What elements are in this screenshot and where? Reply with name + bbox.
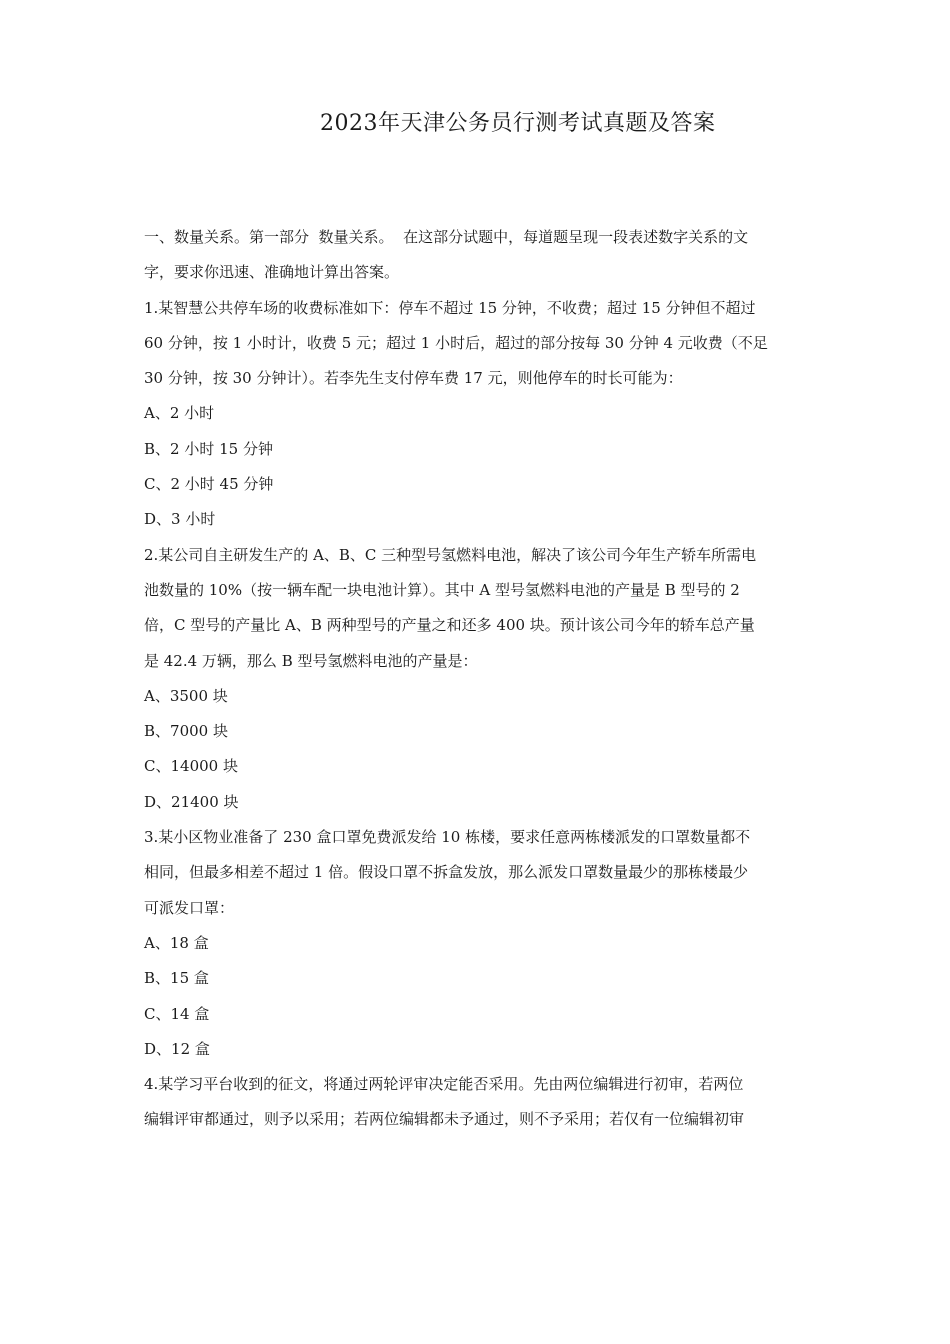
question-1-option-d: D、3 小时 bbox=[144, 510, 216, 529]
question-3-option-a: A、18 盒 bbox=[144, 933, 209, 952]
question-1-option-a: A、2 小时 bbox=[144, 404, 215, 423]
text-line: 一、数量关系。第一部分 数量关系。 在这部分试题中，每道题呈现一段表述数字关系的文 bbox=[144, 228, 749, 246]
question-1-line: 30 分钟，按 30 分钟计）。若李先生支付停车费 17 元，则他停车的时长可能为： bbox=[144, 369, 683, 388]
question-2-option-d: D、21400 块 bbox=[144, 792, 239, 811]
question-1-option-c: C、2 小时 45 分钟 bbox=[144, 475, 274, 494]
question-2-line: 倍，C 型号的产量比 A、B 两种型号的产量之和还多 400 块。预计该公司今年的轿车总产量 bbox=[144, 616, 755, 635]
question-3-line: 3.某小区物业准备了 230 盒口罩免费派发给 10 栋楼，要求任意两栋楼派发的口罩数量都不 bbox=[144, 828, 751, 847]
question-2-line: 池数量的 10%（按一辆车配一块电池计算）。其中 A 型号氢燃料电池的产量是 B 型号的 2 bbox=[144, 580, 740, 599]
question-3-line: 相同，但最多相差不超过 1 倍。假设口罩不拆盒发放，那么派发口罩数量最少的那栋楼最少 bbox=[144, 863, 749, 882]
question-2-line: 2.某公司自主研发生产的 A、B、C 三种型号氢燃料电池，解决了该公司今年生产轿车所需电 bbox=[144, 545, 757, 564]
text-line: 字，要求你迅速、准确地计算出答案。 bbox=[144, 263, 400, 282]
question-2-option-a: A、3500 块 bbox=[144, 686, 228, 705]
question-3-line: 可派发口罩： bbox=[144, 898, 235, 917]
question-4-line: 4.某学习平台收到的征文，将通过两轮评审决定能否采用。先由两位编辑进行初审，若两位 bbox=[144, 1075, 744, 1094]
question-3-option-c: C、14 盒 bbox=[144, 1004, 210, 1023]
question-2-option-c: C、14000 块 bbox=[144, 757, 238, 776]
document-body bbox=[144, 220, 864, 1138]
question-4-line: 编辑评审都通过，则予以采用；若两位编辑都未予通过，则不予采用；若仅有一位编辑初审 bbox=[144, 1110, 745, 1129]
question-1-option-b: B、2 小时 15 分钟 bbox=[144, 439, 273, 458]
question-1-line: 1.某智慧公共停车场的收费标准如下：停车不超过 15 分钟，不收费；超过 15 分钟但不超过 bbox=[144, 298, 756, 317]
document-title: 2023年天津公务员行测考试真题及答案 bbox=[320, 111, 716, 136]
question-2-option-b: B、7000 块 bbox=[144, 722, 228, 741]
question-3-option-d: D、12 盒 bbox=[144, 1039, 210, 1058]
question-2-line: 是 42.4 万辆，那么 B 型号氢燃料电池的产量是： bbox=[144, 651, 478, 670]
question-3-option-b: B、15 盒 bbox=[144, 969, 209, 988]
question-1-line: 60 分钟，按 1 小时计，收费 5 元；超过 1 小时后，超过的部分按每 30 分钟 4 元收费（不足 bbox=[144, 333, 768, 352]
